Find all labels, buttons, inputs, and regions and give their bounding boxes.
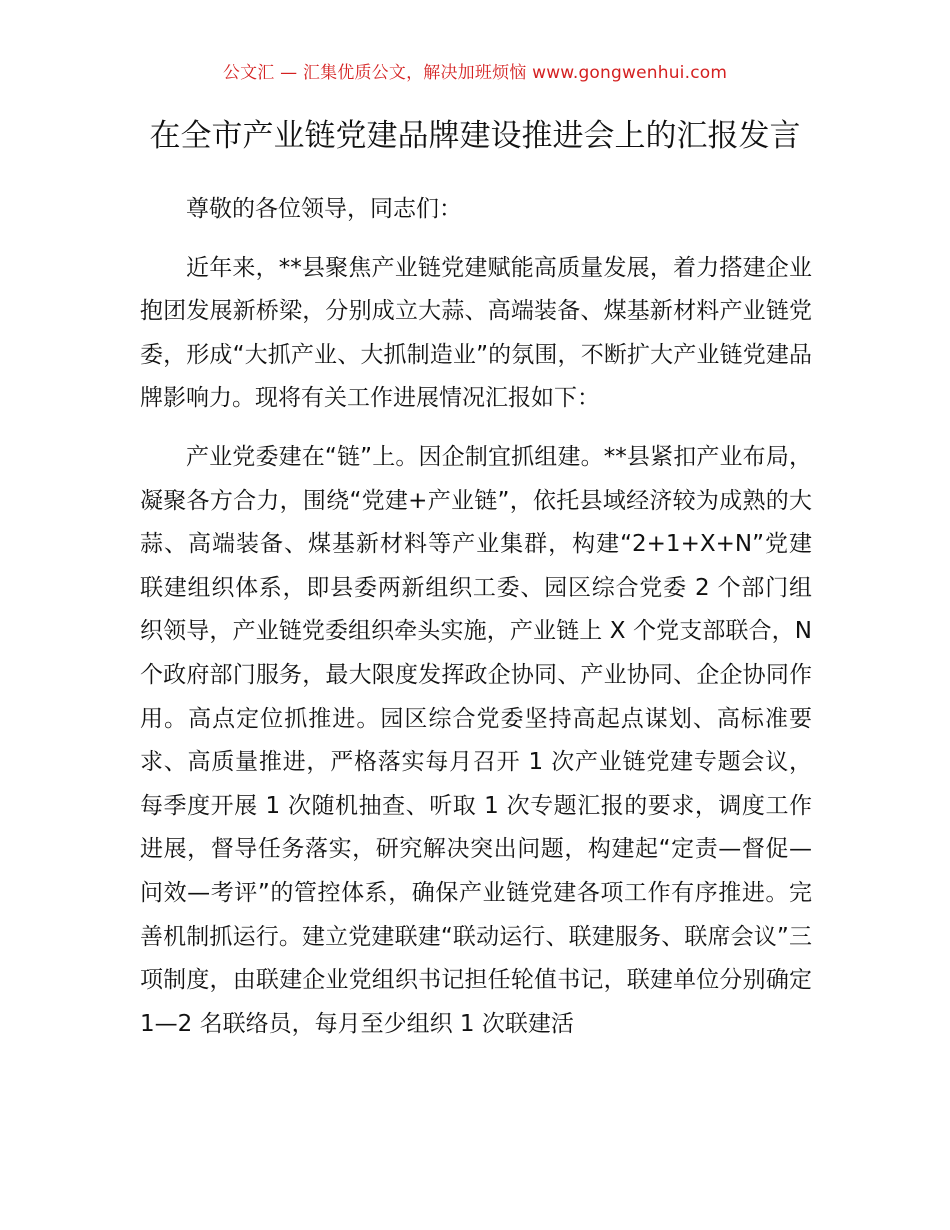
salutation: 尊敬的各位领导，同志们： [186, 196, 462, 222]
paragraph-party-committee: 产业党委建在“链”上。因企制宜抓组建。**县紧扣产业布局，凝聚各方合力，围绕“党建+产业链”，依托县域经济较为成熟的大蒜、高端装备、煤基新材料等产业集群，构建“2+1+X+N”党建联建组织体系，即县委两新组织工委、园区综合党委 2 个部门组织领导，产业链党委组织牵头实施，产业链上 X 个党支部联合，N 个政府部门服务，最大限度发挥政企协同、产业协同、企企协同作用。高点定位抓推进。园区综合党委坚持高起点谋划、高标准要求、高质量推进，严格落实每月召开 1 次产业链党建专题会议，每季度开展 1 次随机抽查、听取 1 次专题汇报的要求，调度工作进展，督导任务落实，研究解决突出问题，构建起“定责—督促—问效—考评”的管控体系，确保产业链党建各项工作有序推进。完善机制抓运行。建立党建联建“联动运行、联建服务、联席会议”三项制度，由联建企业党组织书记担任轮值书记，联建单位分别确定 1—2 名联络员，每月至少组织 1 次联建活 [140, 443, 812, 1037]
header-watermark: 公文汇 — 汇集优质公文，解决加班烦恼 www.gongwenhui.com [222, 63, 728, 83]
paragraph-intro: 近年来，**县聚焦产业链党建赋能高质量发展，着力搭建企业抱团发展新桥梁，分别成立大蒜、高端装备、煤基新材料产业链党委，形成“大抓产业、大抓制造业”的氛围，不断扩大产业链党建品牌影响力。现将有关工作进展情况汇报如下： [140, 254, 812, 412]
document-body [140, 188, 812, 1046]
document-title: 在全市产业链党建品牌建设推进会上的汇报发言 [149, 118, 801, 154]
